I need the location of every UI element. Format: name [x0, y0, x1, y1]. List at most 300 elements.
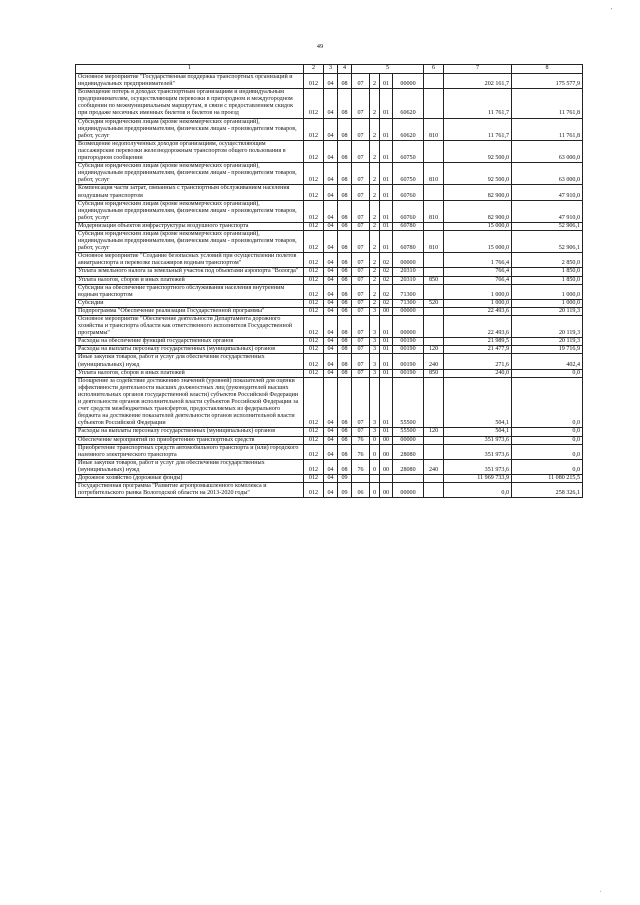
subprogram-code-cell: 0: [370, 436, 380, 444]
table-row: [76, 230, 583, 252]
activity-code-cell: 00: [380, 483, 393, 498]
subsection-code-cell: 08: [338, 436, 352, 444]
direction-code-cell: 60750: [393, 163, 424, 185]
direction-code-cell: 60780: [393, 230, 424, 252]
amount-col7-cell: 92 500,0: [444, 163, 512, 185]
program-code-cell: 07: [352, 163, 370, 185]
amount-col8-cell: 0,0: [512, 428, 583, 436]
budget-table: [75, 64, 583, 498]
admin-code-cell: 012: [304, 299, 324, 307]
row-name-cell: Приобретение транспортных средств автомобильного транспорта и (или) городского наземного электрического транспорта: [76, 444, 304, 459]
row-name-cell: Обеспечение мероприятий по приобретению транспортных средств: [76, 436, 304, 444]
activity-code-cell: 02: [380, 268, 393, 276]
activity-code-cell: 01: [380, 118, 393, 140]
admin-code-cell: 012: [304, 428, 324, 436]
section-code-cell: 04: [324, 338, 338, 346]
table-row: [76, 338, 583, 346]
direction-code-cell: 00190: [393, 369, 424, 377]
amount-col7-cell: 202 161,7: [444, 74, 512, 89]
header-cell: 8: [512, 65, 583, 74]
program-code-cell: 07: [352, 230, 370, 252]
amount-col8-cell: 11 761,8: [512, 118, 583, 140]
section-code-cell: 04: [324, 346, 338, 354]
subsection-code-cell: 08: [338, 276, 352, 284]
program-code-cell: 07: [352, 185, 370, 200]
subsection-code-cell: 08: [338, 459, 352, 474]
amount-col7-cell: 0,0: [444, 483, 512, 498]
subsection-code-cell: 08: [338, 268, 352, 276]
table-row: [76, 369, 583, 377]
section-code-cell: 04: [324, 118, 338, 140]
header-cell: 2: [304, 65, 324, 74]
subprogram-code-cell: 3: [370, 316, 380, 338]
table-row: [76, 89, 583, 118]
table-row: [76, 299, 583, 307]
admin-code-cell: 012: [304, 483, 324, 498]
row-name-cell: Расходы на выплаты персоналу государственных (муниципальных) органов: [76, 428, 304, 436]
admin-code-cell: 012: [304, 444, 324, 459]
activity-code-cell: 01: [380, 338, 393, 346]
expense-type-cell: [424, 436, 444, 444]
admin-code-cell: 012: [304, 474, 324, 482]
expense-type-cell: [424, 338, 444, 346]
expense-type-cell: [424, 222, 444, 230]
row-name-cell: Дорожное хозяйство (дорожные фонды): [76, 474, 304, 482]
table-row: [76, 474, 583, 482]
subprogram-code-cell: 2: [370, 299, 380, 307]
section-code-cell: 04: [324, 428, 338, 436]
expense-type-cell: [424, 253, 444, 268]
table-row: [76, 268, 583, 276]
amount-col7-cell: 82 900,0: [444, 200, 512, 222]
activity-code-cell: 00: [380, 436, 393, 444]
program-code-cell: 07: [352, 118, 370, 140]
section-code-cell: 04: [324, 436, 338, 444]
subprogram-code-cell: 2: [370, 74, 380, 89]
subsection-code-cell: 08: [338, 428, 352, 436]
expense-type-cell: [424, 316, 444, 338]
program-code-cell: 07: [352, 299, 370, 307]
section-code-cell: 04: [324, 474, 338, 482]
expense-type-cell: [424, 284, 444, 299]
direction-code-cell: 00000: [393, 436, 424, 444]
amount-col7-cell: 82 900,0: [444, 185, 512, 200]
program-code-cell: 07: [352, 253, 370, 268]
expense-type-cell: 120: [424, 346, 444, 354]
table-row: [76, 253, 583, 268]
admin-code-cell: 012: [304, 230, 324, 252]
activity-code-cell: 00: [380, 444, 393, 459]
section-code-cell: 04: [324, 316, 338, 338]
subprogram-code-cell: 3: [370, 428, 380, 436]
subprogram-code-cell: 2: [370, 140, 380, 162]
amount-col7-cell: 92 500,0: [444, 140, 512, 162]
subsection-code-cell: 08: [338, 222, 352, 230]
subsection-code-cell: 08: [338, 163, 352, 185]
amount-col7-cell: 15 000,0: [444, 222, 512, 230]
header-cell: 5: [352, 65, 424, 74]
program-code-cell: 07: [352, 284, 370, 299]
header-cell: 1: [76, 65, 304, 74]
section-code-cell: 04: [324, 253, 338, 268]
header-cell: 7: [444, 65, 512, 74]
direction-code-cell: 60780: [393, 222, 424, 230]
amount-col7-cell: 11 761,7: [444, 89, 512, 118]
row-name-cell: Уплата налогов, сборов и иных платежей: [76, 369, 304, 377]
page-number: 49: [316, 43, 324, 50]
row-name-cell: Основное мероприятие "Государственная поддержка транспортных организаций и индивидуальных предпринимателей": [76, 74, 304, 89]
expense-type-cell: 810: [424, 118, 444, 140]
table-row: [76, 185, 583, 200]
expense-type-cell: [424, 89, 444, 118]
row-name-cell: Расходы на обеспечение функций государственных органов: [76, 338, 304, 346]
row-name-cell: Основное мероприятие "Создание безопасных условий при осуществлении полетов авиатранспорта и перевозке пассажиров водным транспортом": [76, 253, 304, 268]
amount-col8-cell: 11 080 215,5: [512, 474, 583, 482]
expense-type-cell: 810: [424, 163, 444, 185]
section-code-cell: 04: [324, 89, 338, 118]
amount-col8-cell: 63 000,0: [512, 140, 583, 162]
admin-code-cell: 012: [304, 354, 324, 369]
expense-type-cell: [424, 483, 444, 498]
row-name-cell: Государственная программа "Развитие агропромышленного комплекса и потребительского рынка Вологодской области на 2013-2020 годы": [76, 483, 304, 498]
row-name-cell: Компенсация части затрат, связанных с транспортным обслуживанием населения воздушным транспортом: [76, 185, 304, 200]
amount-col7-cell: 21 989,5: [444, 338, 512, 346]
program-code-cell: 07: [352, 200, 370, 222]
admin-code-cell: 012: [304, 268, 324, 276]
section-code-cell: 04: [324, 307, 338, 315]
program-code-cell: 76: [352, 444, 370, 459]
subprogram-code-cell: 3: [370, 346, 380, 354]
admin-code-cell: 012: [304, 369, 324, 377]
row-name-cell: Возмещение недополученных доходов организациям, осуществляющим пассажирские перевозки железнодорожным транспортом общего пользования в пригородном сообщении: [76, 140, 304, 162]
subprogram-code-cell: 2: [370, 185, 380, 200]
subprogram-code-cell: [370, 474, 380, 482]
table-row: [76, 163, 583, 185]
table-row: [76, 346, 583, 354]
section-code-cell: 04: [324, 369, 338, 377]
admin-code-cell: 012: [304, 377, 324, 428]
subprogram-code-cell: 2: [370, 163, 380, 185]
direction-code-cell: 00000: [393, 307, 424, 315]
expense-type-cell: 240: [424, 354, 444, 369]
subsection-code-cell: 08: [338, 299, 352, 307]
activity-code-cell: [380, 474, 393, 482]
subsection-code-cell: 09: [338, 483, 352, 498]
subsection-code-cell: 08: [338, 230, 352, 252]
subsection-code-cell: 08: [338, 338, 352, 346]
program-code-cell: 76: [352, 436, 370, 444]
activity-code-cell: 01: [380, 89, 393, 118]
program-code-cell: [352, 474, 370, 482]
amount-col8-cell: 0,0: [512, 369, 583, 377]
section-code-cell: 04: [324, 377, 338, 428]
program-code-cell: 07: [352, 369, 370, 377]
amount-col8-cell: 258 326,1: [512, 483, 583, 498]
admin-code-cell: 012: [304, 284, 324, 299]
amount-col8-cell: 20 119,3: [512, 338, 583, 346]
amount-col8-cell: 47 910,0: [512, 200, 583, 222]
activity-code-cell: 01: [380, 230, 393, 252]
row-name-cell: Расходы на выплаты персоналу государственных (муниципальных) органов: [76, 346, 304, 354]
activity-code-cell: 01: [380, 163, 393, 185]
section-code-cell: 04: [324, 200, 338, 222]
subprogram-code-cell: 0: [370, 483, 380, 498]
row-name-cell: Субсидии юридическим лицам (кроме некоммерческих организаций), индивидуальным предпринимателям, физическим лицам - производителям товаров, работ, услуг: [76, 118, 304, 140]
amount-col7-cell: 21 477,9: [444, 346, 512, 354]
direction-code-cell: 28080: [393, 459, 424, 474]
subprogram-code-cell: 2: [370, 89, 380, 118]
table-row: [76, 276, 583, 284]
activity-code-cell: 01: [380, 377, 393, 428]
expense-type-cell: [424, 444, 444, 459]
direction-code-cell: 00190: [393, 346, 424, 354]
subsection-code-cell: 08: [338, 74, 352, 89]
amount-col7-cell: 766,4: [444, 276, 512, 284]
header-row: [76, 65, 583, 74]
direction-code-cell: 60760: [393, 185, 424, 200]
amount-col8-cell: 0,0: [512, 459, 583, 474]
activity-code-cell: 00: [380, 307, 393, 315]
subprogram-code-cell: 2: [370, 118, 380, 140]
row-name-cell: Иные закупки товаров, работ и услуг для обеспечения государственных (муниципальных) нужд: [76, 354, 304, 369]
direction-code-cell: 00000: [393, 483, 424, 498]
section-code-cell: 04: [324, 230, 338, 252]
section-code-cell: 04: [324, 483, 338, 498]
expense-type-cell: [424, 140, 444, 162]
direction-code-cell: 60620: [393, 89, 424, 118]
admin-code-cell: 012: [304, 222, 324, 230]
amount-col7-cell: 504,1: [444, 377, 512, 428]
amount-col8-cell: 1 000,0: [512, 284, 583, 299]
activity-code-cell: 02: [380, 253, 393, 268]
amount-col7-cell: 1 000,0: [444, 299, 512, 307]
amount-col8-cell: 11 761,8: [512, 89, 583, 118]
program-code-cell: 07: [352, 268, 370, 276]
amount-col8-cell: 1 850,0: [512, 276, 583, 284]
row-name-cell: Поощрение за содействие достижению значений (уровней) показателей для оценки эффективности деятельности высших должностных лиц (руководителей высших исполнительных органов государственной власти) субъектов Российской Федерации и деятельности органов исполнительной власти субъектов Российской Федерации за счет средств межбюджетных трансфертов, предоставляемых из федерального бюджета на достижение показателей деятельности органов исполнительной власти субъектов Российской Федерации: [76, 377, 304, 428]
row-name-cell: Субсидии юридическим лицам (кроме некоммерческих организаций), индивидуальным предпринимателям, физическим лицам - производителям товаров, работ, услуг: [76, 200, 304, 222]
direction-code-cell: [393, 474, 424, 482]
direction-code-cell: 00000: [393, 253, 424, 268]
amount-col7-cell: 351 973,6: [444, 459, 512, 474]
expense-type-cell: 850: [424, 369, 444, 377]
section-code-cell: 04: [324, 284, 338, 299]
expense-type-cell: [424, 185, 444, 200]
subsection-code-cell: 08: [338, 140, 352, 162]
subprogram-code-cell: 2: [370, 253, 380, 268]
admin-code-cell: 012: [304, 89, 324, 118]
subprogram-code-cell: 3: [370, 377, 380, 428]
admin-code-cell: 012: [304, 163, 324, 185]
table-row: [76, 140, 583, 162]
activity-code-cell: 01: [380, 346, 393, 354]
expense-type-cell: 850: [424, 276, 444, 284]
program-code-cell: 06: [352, 483, 370, 498]
section-code-cell: 04: [324, 354, 338, 369]
subsection-code-cell: 09: [338, 474, 352, 482]
admin-code-cell: 012: [304, 140, 324, 162]
row-name-cell: Субсидии: [76, 299, 304, 307]
amount-col8-cell: 20 119,3: [512, 316, 583, 338]
admin-code-cell: 012: [304, 185, 324, 200]
admin-code-cell: 012: [304, 253, 324, 268]
activity-code-cell: 01: [380, 316, 393, 338]
header-cell: 4: [338, 65, 352, 74]
section-code-cell: 04: [324, 222, 338, 230]
expense-type-cell: [424, 268, 444, 276]
direction-code-cell: 00190: [393, 354, 424, 369]
subsection-code-cell: 08: [338, 118, 352, 140]
amount-col7-cell: 11 969 733,9: [444, 474, 512, 482]
direction-code-cell: 60760: [393, 200, 424, 222]
section-code-cell: 04: [324, 140, 338, 162]
subsection-code-cell: 08: [338, 253, 352, 268]
direction-code-cell: 60620: [393, 118, 424, 140]
activity-code-cell: 01: [380, 185, 393, 200]
table-row: [76, 436, 583, 444]
admin-code-cell: 012: [304, 459, 324, 474]
program-code-cell: 07: [352, 74, 370, 89]
amount-col7-cell: 1 766,4: [444, 253, 512, 268]
table-row: [76, 377, 583, 428]
program-code-cell: 07: [352, 89, 370, 118]
direction-code-cell: 20310: [393, 276, 424, 284]
expense-type-cell: 240: [424, 459, 444, 474]
subprogram-code-cell: 3: [370, 307, 380, 315]
amount-col8-cell: 1 000,0: [512, 299, 583, 307]
section-code-cell: 04: [324, 268, 338, 276]
subsection-code-cell: 08: [338, 316, 352, 338]
table-row: [76, 222, 583, 230]
amount-col7-cell: 351 973,6: [444, 436, 512, 444]
direction-code-cell: 55500: [393, 428, 424, 436]
section-code-cell: 04: [324, 444, 338, 459]
admin-code-cell: 012: [304, 316, 324, 338]
expense-type-cell: 120: [424, 428, 444, 436]
subsection-code-cell: 08: [338, 369, 352, 377]
section-code-cell: 04: [324, 299, 338, 307]
activity-code-cell: 01: [380, 354, 393, 369]
amount-col7-cell: 504,1: [444, 428, 512, 436]
row-name-cell: Основное мероприятие "Обеспечение деятельности Департамента дорожного хозяйства и транспорта области как ответственного исполнителя Государственной программы": [76, 316, 304, 338]
admin-code-cell: 012: [304, 276, 324, 284]
amount-col8-cell: 52 906,1: [512, 222, 583, 230]
amount-col8-cell: 0,0: [512, 436, 583, 444]
expense-type-cell: [424, 307, 444, 315]
amount-col8-cell: 2 850,0: [512, 253, 583, 268]
table-row: [76, 74, 583, 89]
program-code-cell: 07: [352, 140, 370, 162]
row-name-cell: Возмещение потерь в доходах транспортным организациям и индивидуальным предпринимателям, осуществляющим перевозки в пригородном и междугородном сообщении по межмуниципальным маршрутам, в связи с предоставлением скидок при продаже месячных именных билетов и билетов на проезд: [76, 89, 304, 118]
admin-code-cell: 012: [304, 118, 324, 140]
program-code-cell: 07: [352, 346, 370, 354]
direction-code-cell: 20310: [393, 268, 424, 276]
subprogram-code-cell: 2: [370, 200, 380, 222]
activity-code-cell: 01: [380, 428, 393, 436]
expense-type-cell: [424, 377, 444, 428]
expense-type-cell: [424, 74, 444, 89]
activity-code-cell: 00: [380, 459, 393, 474]
program-code-cell: 07: [352, 222, 370, 230]
amount-col7-cell: 271,6: [444, 354, 512, 369]
direction-code-cell: 00000: [393, 74, 424, 89]
amount-col7-cell: 11 761,7: [444, 118, 512, 140]
subsection-code-cell: 08: [338, 377, 352, 428]
table-row: [76, 316, 583, 338]
admin-code-cell: 012: [304, 338, 324, 346]
amount-col7-cell: 15 000,0: [444, 230, 512, 252]
admin-code-cell: 012: [304, 200, 324, 222]
row-name-cell: Уплата налогов, сборов и иных платежей: [76, 276, 304, 284]
subprogram-code-cell: 3: [370, 354, 380, 369]
section-code-cell: 04: [324, 185, 338, 200]
corner-mark: ': [611, 8, 613, 14]
subsection-code-cell: 08: [338, 185, 352, 200]
amount-col7-cell: 766,4: [444, 268, 512, 276]
amount-col8-cell: 52 906,1: [512, 230, 583, 252]
activity-code-cell: 01: [380, 140, 393, 162]
direction-code-cell: 71300: [393, 284, 424, 299]
table-row: [76, 284, 583, 299]
row-name-cell: Подпрограмма "Обеспечение реализации Государственной программы": [76, 307, 304, 315]
program-code-cell: 07: [352, 316, 370, 338]
subsection-code-cell: 08: [338, 354, 352, 369]
amount-col7-cell: 240,0: [444, 369, 512, 377]
row-name-cell: Субсидии на обеспечение транспортного обслуживания населения внутренним водным транспортом: [76, 284, 304, 299]
subprogram-code-cell: 3: [370, 338, 380, 346]
activity-code-cell: 02: [380, 299, 393, 307]
subsection-code-cell: 08: [338, 307, 352, 315]
amount-col8-cell: 0,0: [512, 377, 583, 428]
admin-code-cell: 012: [304, 74, 324, 89]
direction-code-cell: 00190: [393, 338, 424, 346]
direction-code-cell: 71300: [393, 299, 424, 307]
amount-col8-cell: 20 119,3: [512, 307, 583, 315]
subprogram-code-cell: 2: [370, 268, 380, 276]
header-cell: 6: [424, 65, 444, 74]
header-cell: 3: [324, 65, 338, 74]
admin-code-cell: 012: [304, 346, 324, 354]
activity-code-cell: 01: [380, 200, 393, 222]
subprogram-code-cell: 2: [370, 284, 380, 299]
direction-code-cell: 60750: [393, 140, 424, 162]
table-row: [76, 483, 583, 498]
table-row: [76, 307, 583, 315]
activity-code-cell: 01: [380, 74, 393, 89]
subsection-code-cell: 08: [338, 89, 352, 118]
subprogram-code-cell: 0: [370, 444, 380, 459]
section-code-cell: 04: [324, 459, 338, 474]
amount-col8-cell: 47 910,0: [512, 185, 583, 200]
subsection-code-cell: 08: [338, 346, 352, 354]
row-name-cell: Субсидии юридическим лицам (кроме некоммерческих организаций), индивидуальным предпринимателям, физическим лицам - производителям товаров, работ, услуг: [76, 163, 304, 185]
row-name-cell: Иные закупки товаров, работ и услуг для обеспечения государственных (муниципальных) нужд: [76, 459, 304, 474]
amount-col7-cell: 1 000,0: [444, 284, 512, 299]
section-code-cell: 04: [324, 163, 338, 185]
subprogram-code-cell: 3: [370, 369, 380, 377]
section-code-cell: 04: [324, 276, 338, 284]
table-row: [76, 200, 583, 222]
activity-code-cell: 01: [380, 369, 393, 377]
table-row: [76, 444, 583, 459]
expense-type-cell: [424, 474, 444, 482]
amount-col8-cell: 63 000,0: [512, 163, 583, 185]
subsection-code-cell: 08: [338, 444, 352, 459]
section-code-cell: 04: [324, 74, 338, 89]
program-code-cell: 07: [352, 377, 370, 428]
amount-col8-cell: 0,0: [512, 444, 583, 459]
activity-code-cell: 01: [380, 222, 393, 230]
